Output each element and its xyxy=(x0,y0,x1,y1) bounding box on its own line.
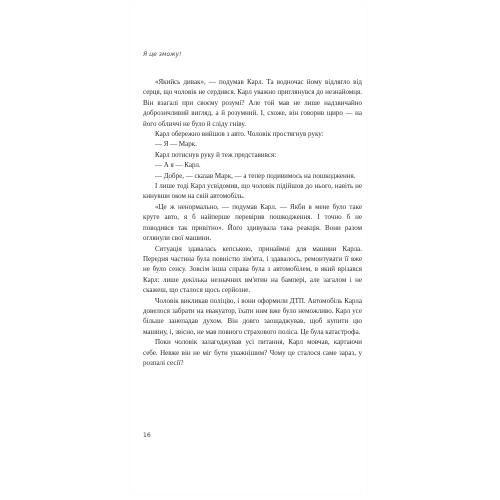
running-head: Я це зможу! xyxy=(143,51,182,58)
paragraph: Поки чоловік залагоджував усі питання, Карл мовчав, картаючи себе. Невже він не міг бути уважнішим? Чому це сталося саме зараз, у розпалі сесії? xyxy=(143,338,362,367)
paragraph: І лише тоді Карл усвідомив, що чоловік підійшов до нього, навіть не кинувши оком на свій автомобіль. xyxy=(143,182,362,201)
paragraph: Карл обережно вийшов з авто. Чоловік простягнув руку: xyxy=(155,130,324,139)
page-number: 16 xyxy=(143,432,151,439)
paragraph: Чоловік викликав поліцію, і вони оформили ДТП. Автомобіль Карла довелося забрати на евакуатор, їхати ним вже було неможливо. Карл усе більше занепадав духом. Він довго заощаджував, щоб купити цю машину, і, звісно, не мав повного страхового поліса. Це була катастрофа. xyxy=(143,296,362,336)
book-page xyxy=(130,4,367,494)
paragraph: — А я — Карл. xyxy=(155,161,201,170)
body-text xyxy=(143,77,362,368)
paragraph: Ситуація здавалась кепською, принаймні для машини Карла. Передня частина була повністю зім'ята, і здавалось, ремонтувати її вже не було сенсу. Зовсім інша справа була з автомобілем, в який врізався Карл: лише декілька незначних вм'ятин на бампері, але загалом і не скажеш, що сталося щось серйозне. xyxy=(143,244,362,295)
paragraph: Карл потиснув руку й теж представився: xyxy=(155,150,277,159)
paragraph: — Добре, — сказав Марк, — а тепер подивимось на пошкодження. xyxy=(155,171,356,180)
paragraph: «Це ж ненормально, — подумав Карл. — Якби в мене було таке круте авто, я б найперше перевірив пошкодження. І точно б не поводився так привітно». Його здивувала така реакція. Вони разом оглянули свої машини. xyxy=(143,202,362,243)
paragraph: «Якийсь дивак», — подумав Карл. Та водночас йому відлягло від серця, що чоловік не сердився. Карл уважно приглянувся до незнайомця. Він взагалі при своєму розумі? Але той мав не лише надзвичайно доброзичливий вигляд, а й розумний. І, схоже, він говорив щиро — на його обличчі не було й сліду гніву. xyxy=(143,78,362,128)
paragraph: — Я — Марк. xyxy=(155,140,197,149)
